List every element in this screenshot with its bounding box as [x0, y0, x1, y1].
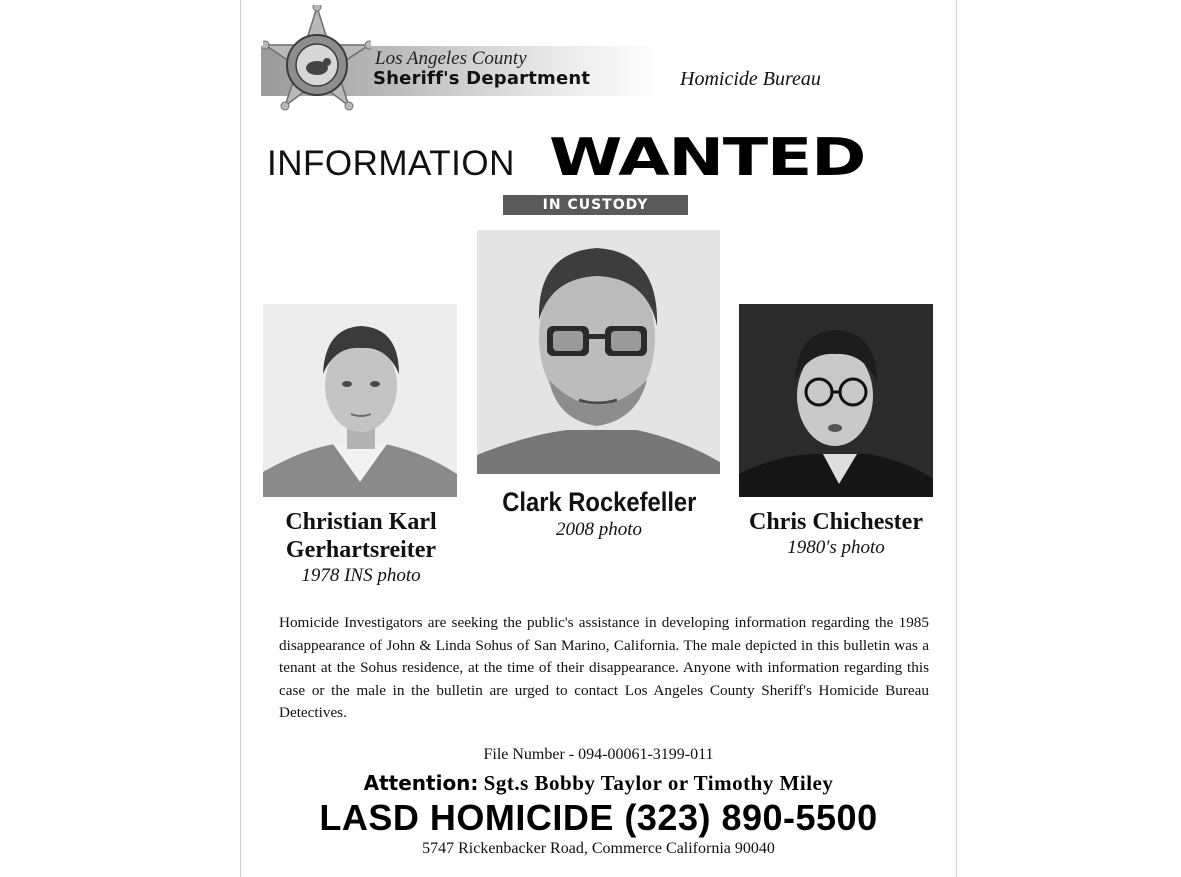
attention-names: Sgt.s Bobby Taylor or Timothy Miley	[483, 771, 834, 795]
caption-chichester	[721, 508, 951, 560]
department-name: Sheriff's Department	[373, 68, 591, 89]
subject-photo-1978	[263, 304, 457, 497]
headline-wanted: WANTED	[549, 128, 866, 188]
headline-information: INFORMATION	[267, 144, 515, 183]
caption-rockefeller	[469, 486, 729, 542]
attention-line	[241, 771, 956, 796]
subject-name-line1: Christian Karl	[285, 509, 437, 535]
agency-name: Los Angeles County	[375, 48, 527, 69]
caption-gerhartsreiter	[251, 508, 471, 588]
subject-name: Clark Rockefeller	[501, 487, 697, 517]
bulletin-body-text: Homicide Investigators are seeking the public's assistance in developing information regarding the 1985 disappearance of John & Linda Sohus of San Marino, California. The male depicted in this bulletin was a tenant at the Sohus residence, at the time of their disappearance. Anyone with information regarding this case or the male in the bulletin are urged to contact Los Angeles County Sheriff's Homicide Bureau Detectives.	[279, 614, 929, 722]
file-number: File Number - 094-00061-3199-011	[483, 746, 714, 763]
subject-name-line2: Gerhartsreiter	[285, 537, 437, 563]
subject-photo-note: 1980's photo	[787, 537, 885, 558]
subject-photo-note: 1978 INS photo	[301, 565, 421, 586]
in-custody-badge: IN CUSTODY	[503, 195, 688, 215]
attention-label: Attention:	[363, 771, 479, 795]
bulletin-sheet	[240, 0, 957, 877]
subject-photo-2008	[477, 230, 720, 474]
subject-name: Chris Chichester	[749, 509, 923, 535]
homicide-hotline: LASD HOMICIDE (323) 890-5500	[319, 797, 878, 838]
subject-photo-1980s	[739, 304, 933, 497]
bureau-address: 5747 Rickenbacker Road, Commerce California 90040	[422, 840, 775, 857]
bureau-name: Homicide Bureau	[680, 68, 821, 90]
subject-photo-note: 2008 photo	[555, 519, 643, 540]
sheriff-star-badge-icon	[263, 5, 371, 131]
